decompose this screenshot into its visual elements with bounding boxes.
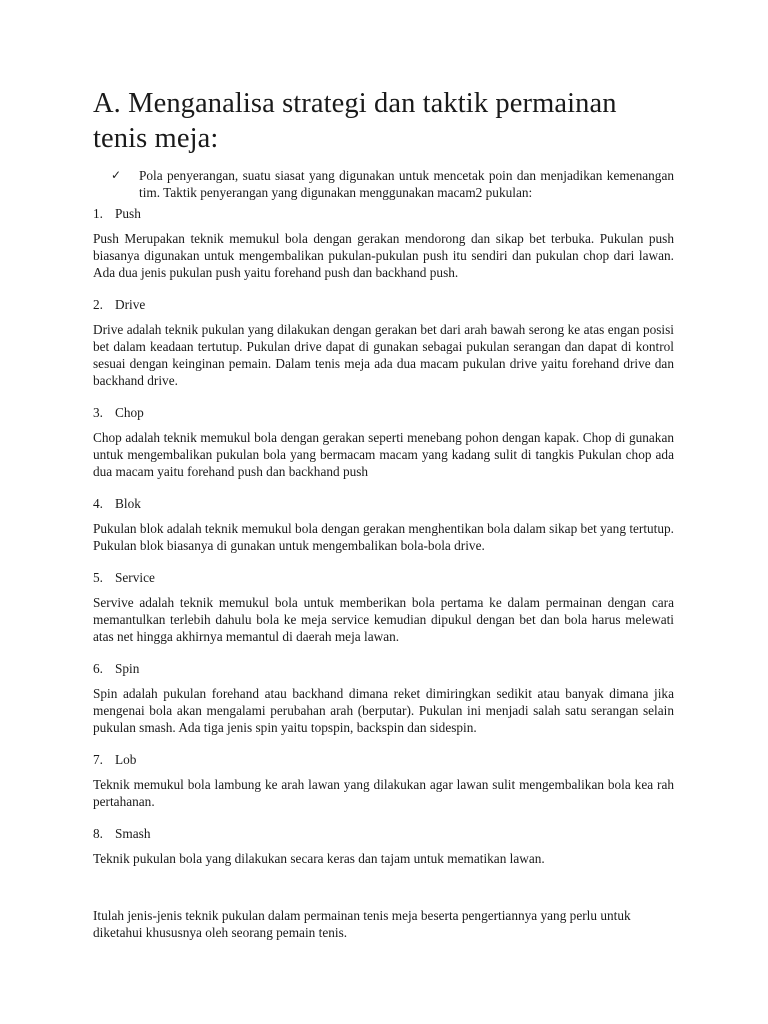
page-title: A. Menganalisa strategi dan taktik permainan tenis meja: — [93, 88, 617, 154]
item-title-row — [93, 751, 674, 768]
item-number: 2. — [93, 297, 103, 312]
item-title-row — [93, 296, 674, 313]
technique-item-push — [93, 205, 674, 281]
item-title: Smash — [115, 826, 151, 841]
technique-item-blok — [93, 495, 674, 554]
item-title-row — [93, 825, 674, 842]
item-title-row — [93, 660, 674, 677]
item-description: Pukulan blok adalah teknik memukul bola dengan gerakan menghentikan bola dalam sikap bet yang tertutup. Pukulan blok biasanya di gunakan untuk mengembalikan bola-bola drive. — [93, 521, 674, 553]
item-title-row — [93, 205, 674, 222]
item-number: 8. — [93, 826, 103, 841]
item-description: Push Merupakan teknik memukul bola dengan gerakan mendorong dan sikap bet terbuka. Pukulan push biasanya digunakan untuk mengembalikan pukulan-pukulan push itu sendiri dan pukulan chop dari lawan. Ada dua jenis pukulan push yaitu forehand push dan backhand push. — [93, 231, 674, 280]
item-number: 1. — [93, 206, 103, 221]
item-description: Servive adalah teknik memukul bola untuk memberikan bola pertama ke dalam permainan dengan cara memantulkan terlebih dahulu bola ke meja service kemudian dipukul dengan bet dan bola harus melewati atas net hingga akhirnya memantul di daerah meja lawan. — [93, 595, 674, 644]
item-number: 4. — [93, 496, 103, 511]
item-title: Blok — [115, 496, 141, 511]
item-description: Spin adalah pukulan forehand atau backhand dimana reket dimiringkan sedikit atau banyak dimana jika mengenai bola akan mengalami perubahan arah (berputar). Pukulan ini menjadi salah satu serangan selain pukulan smash. Ada tiga jenis spin yaitu topspin, backspin dan sidespin. — [93, 686, 674, 735]
technique-item-chop — [93, 404, 674, 480]
item-number: 7. — [93, 752, 103, 767]
technique-item-lob — [93, 751, 674, 810]
item-title: Chop — [115, 405, 144, 420]
item-description: Drive adalah teknik pukulan yang dilakukan dengan gerakan bet dari arah bawah serong ke atas engan posisi bet dalam keadaan tertutup. Pukulan drive dapat di gunakan sebagai pukulan serangan dan dapat di kontrol sesuai dengan keinginan pemain. Dalam tenis meja ada dua macam pukulan drive yaitu forehand drive dan backhand drive. — [93, 322, 674, 388]
checkmark-icon: ✓ — [111, 168, 122, 182]
item-description: Teknik memukul bola lambung ke arah lawan yang dilakukan agar lawan sulit mengembalikan bola kea rah pertahanan. — [93, 777, 674, 809]
item-description: Chop adalah teknik memukul bola dengan gerakan seperti menebang pohon dengan kapak. Chop di gunakan untuk mengembalikan pukulan bola yang bermacam macam yang kadang sulit di tangkis Pukulan chop ada dua macam yaitu forehand push dan backhand push — [93, 430, 674, 479]
item-number: 6. — [93, 661, 103, 676]
item-title: Service — [115, 570, 155, 585]
item-title: Lob — [115, 752, 137, 767]
technique-item-spin — [93, 660, 674, 736]
intro-text: Pola penyerangan, suatu siasat yang digunakan untuk mencetak poin dan menjadikan kemenangan tim. Taktik penyerangan yang digunakan menggunakan macam2 pukulan: — [139, 168, 674, 200]
technique-item-drive — [93, 296, 674, 389]
item-number: 3. — [93, 405, 103, 420]
item-title: Spin — [115, 661, 140, 676]
item-number: 5. — [93, 570, 103, 585]
technique-item-service — [93, 569, 674, 645]
intro-bullet — [111, 167, 674, 201]
item-title: Push — [115, 206, 141, 221]
closing-paragraph: Itulah jenis-jenis teknik pukulan dalam permainan tenis meja beserta pengertiannya yang perlu untuk diketahui khususnya oleh seorang pemain tenis. — [93, 908, 631, 940]
item-description: Teknik pukulan bola yang dilakukan secara keras dan tajam untuk mematikan lawan. — [93, 851, 545, 866]
item-title-row — [93, 569, 674, 586]
item-title: Drive — [115, 297, 146, 312]
technique-item-smash — [93, 825, 674, 867]
item-title-row — [93, 495, 674, 512]
item-title-row — [93, 404, 674, 421]
